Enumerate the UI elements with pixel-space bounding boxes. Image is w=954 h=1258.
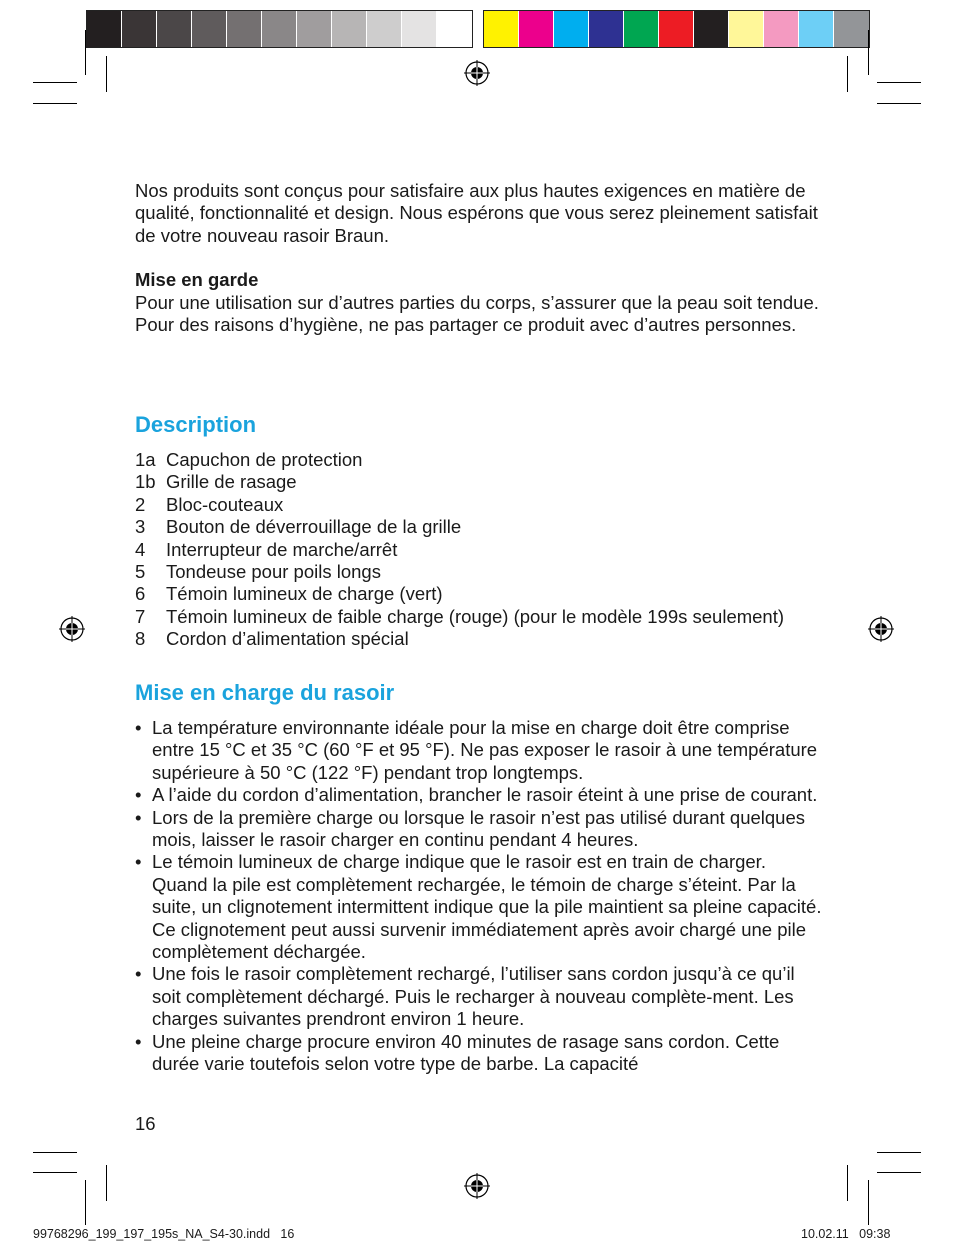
registration-mark-icon [59,616,85,642]
item-number: 5 [135,561,146,583]
color-swatch [484,11,519,47]
gray-swatch [262,11,297,47]
section-heading-description: Description [135,412,257,437]
item-label: Grille de rasage [166,471,297,493]
crop-mark [33,1172,77,1173]
registration-mark-icon [464,60,490,86]
registration-mark-icon [868,616,894,642]
item-label: Cordon d’alimentation spécial [166,628,409,650]
bullet-icon: • [135,784,142,806]
gray-swatch [367,11,402,47]
gray-swatch [87,11,122,47]
list-item-text: Lors de la première charge ou lorsque le rasoir n’est pas utilisé durant quelques mois, laisser le rasoir charger en continu pendant 4 heures. [152,806,806,851]
footer-file-info: 99768296_199_197_195s_NA_S4-30.indd 16 [33,1227,295,1241]
list-item [135,963,825,1030]
intro-paragraph: Nos produits sont conçus pour satisfaire aux plus hautes exigences en matière de qualité, fonctionnalité et design. Nous espérons que vous serez pleinement satisfait de votre nouveau rasoir Braun. [135,180,818,246]
crop-mark [877,103,921,104]
warning-title: Mise en garde [135,269,259,291]
registration-mark-icon [464,1173,490,1199]
description-item [135,606,835,628]
list-item-text: Une pleine charge procure environ 40 minutes de rasage sans cordon. Cette durée varie toutefois selon votre type de barbe. La capacité [152,1030,780,1075]
list-item-text: Une fois le rasoir complètement rechargé, l’utiliser sans cordon jusqu’à ce qu’il soit complètement déchargé. Puis le recharger à nouveau complète-ment. Les charges suivantes prendront environ 1 heure. [152,963,795,1030]
description-list [135,449,835,651]
crop-mark [847,56,848,92]
color-swatch [799,11,834,47]
crop-mark [33,82,77,83]
description-item [135,583,835,605]
description-item [135,471,835,493]
crop-mark [877,82,921,83]
color-swatch [764,11,799,47]
bullet-icon: • [135,717,142,738]
color-swatch [554,11,589,47]
item-label: Tondeuse pour poils longs [166,561,381,583]
color-swatch [729,11,764,47]
gray-swatch [402,11,437,47]
crop-mark [877,1152,921,1153]
color-swatch [624,11,659,47]
list-item-text: La température environnante idéale pour la mise en charge doit être comprise entre 15 °C et 35 °C (60 °F et 95 °F). Ne pas exposer le rasoir à une température supérieure à 50 °C (122 °F) pendant trop longtemps. [152,717,818,783]
footer-date: 10.02.11 09:38 [801,1227,891,1241]
description-item [135,539,835,561]
item-label: Bouton de déverrouillage de la grille [166,516,462,538]
gray-swatch [157,11,192,47]
list-item [135,1031,825,1076]
gray-swatch [332,11,367,47]
item-number: 2 [135,493,146,515]
item-number: 7 [135,605,146,627]
item-number: 3 [135,516,146,538]
description-item [135,449,835,471]
list-item-text: A l’aide du cordon d’alimentation, brancher le rasoir éteint à une prise de courant. [152,784,818,806]
gray-swatch [122,11,157,47]
item-number: 4 [135,538,146,560]
item-label: Bloc-couteaux [166,493,284,515]
section-heading-charging: Mise en charge du rasoir [135,680,395,705]
item-label: Interrupteur de marche/arrêt [166,538,398,560]
list-item-text: Le témoin lumineux de charge indique que le rasoir est en train de charger. Quand la pile est complètement rechargée, le témoin de charge s’éteint. Par la suite, un clignotement intermittent indique que la pile maintient sa pleine capacité. Ce clignotement peut aussi survenir immédiatement après avoir chargé une pile complètement déchargée. [152,851,822,963]
bullet-icon: • [135,1030,142,1052]
crop-mark [85,1180,86,1225]
list-item [135,717,825,784]
crop-mark [85,30,86,75]
grayscale-bar [86,10,473,48]
charging-list [135,717,825,1076]
gray-swatch [227,11,262,47]
bullet-icon: • [135,851,142,873]
color-swatch [694,11,729,47]
description-item [135,628,835,650]
item-number: 6 [135,583,146,605]
item-number: 1a [135,449,156,470]
list-item [135,851,825,963]
bullet-icon: • [135,963,142,985]
item-number: 8 [135,628,146,650]
crop-mark [33,103,77,104]
gray-swatch [192,11,227,47]
crop-mark [847,1165,848,1201]
description-item [135,561,835,583]
color-swatch [659,11,694,47]
warning-text: Pour une utilisation sur d’autres parties du corps, s’assurer que la peau soit tendue. [135,291,819,313]
crop-mark [868,30,869,75]
crop-mark [877,1172,921,1173]
color-bar [483,10,870,48]
list-item [135,807,825,852]
list-item [135,784,825,806]
gray-swatch [297,11,332,47]
description-item [135,516,835,538]
item-label: Capuchon de protection [166,449,363,470]
color-swatch [589,11,624,47]
item-number: 1b [135,471,156,493]
item-label: Témoin lumineux de charge (vert) [166,583,443,605]
page-number: 16 [135,1113,156,1134]
bullet-icon: • [135,806,142,828]
gray-swatch [437,11,472,47]
crop-mark [106,1165,107,1201]
intro-section [135,180,825,336]
item-label: Témoin lumineux de faible charge (rouge) (pour le modèle 199s seulement) [166,605,785,627]
crop-mark [33,1152,77,1153]
color-swatch [519,11,554,47]
crop-mark [106,56,107,92]
color-swatch [834,11,869,47]
description-item [135,494,835,516]
crop-mark [868,1180,869,1225]
warning-text: Pour des raisons d’hygiène, ne pas partager ce produit avec d’autres personnes. [135,314,797,336]
